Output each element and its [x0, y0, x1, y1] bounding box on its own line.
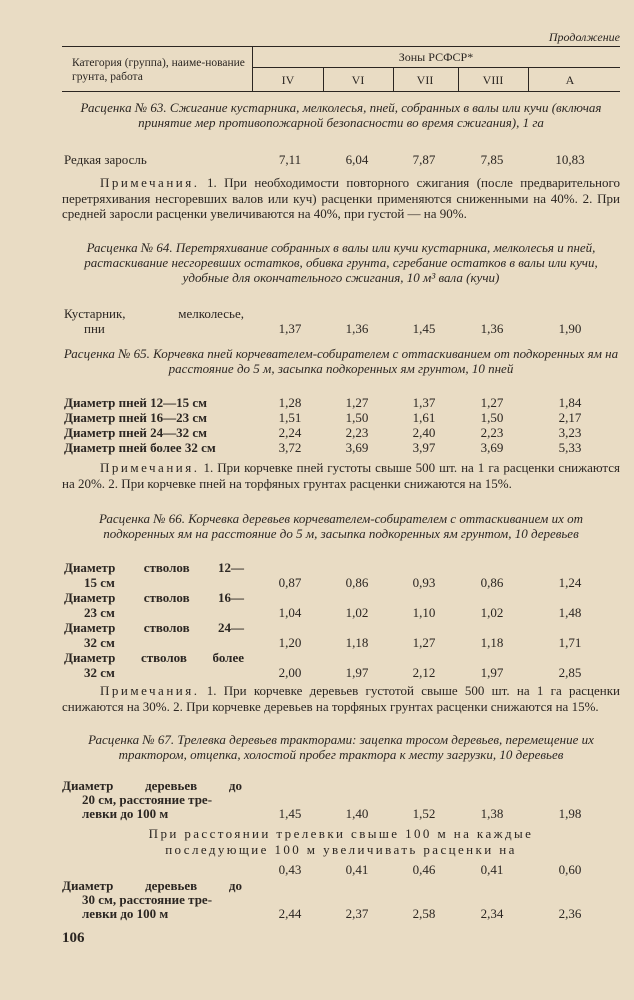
value-vii: 1,37 [412, 395, 436, 410]
value-viii: 1,02 [480, 605, 504, 620]
row-name-cont: 23 см [84, 605, 115, 620]
zone-separator [323, 67, 324, 91]
value-vii: 2,58 [412, 906, 436, 921]
value-iv: 1,45 [278, 806, 302, 821]
rate-64-title: Расценка № 64. Перетряхивание собранных в валы или кучи кустарника, мелколесья и пней, растаскивание несгоревших остатков, обивка грунта, сгребание остатков в валы или кучи, удобные для окончательного сжигания, 10 м³ вала (кучи) [84, 240, 598, 285]
rate-65-title: Расценка № 65. Корчевка пней корчевателем-собирателем с оттаскиванием от подкоренных ям на расстояние до 5 м, засыпка подкоренных ям грунтом, 10 пней [63, 346, 619, 376]
value-vi: 3,69 [345, 440, 369, 455]
value-a: 10,83 [555, 152, 585, 167]
table-row [64, 410, 620, 425]
value-viii: 1,18 [480, 635, 504, 650]
header-category: Категория (группа), наиме-нование грунта, работа [72, 57, 245, 83]
value-viii: 0,86 [480, 575, 504, 590]
zone-separator [393, 67, 394, 91]
row-name: Редкая заросль [64, 152, 147, 167]
table-row [62, 778, 620, 793]
value-vii: 1,52 [412, 806, 436, 821]
table-row [64, 665, 620, 680]
value-a: 1,48 [558, 605, 582, 620]
value-vi: 1,18 [345, 635, 369, 650]
value-vi: 1,27 [345, 395, 369, 410]
rate-66-title: Расценка № 66. Корчевка деревьев корчевателем-собирателем с оттаскиванием их от подкоренных ям на расстояние до 5 м, засыпка подкоренных ям грунтом, 10 деревьев [98, 511, 584, 541]
note-text: 1. При корчевке деревьев густотой свыше 500 шт. на 1 га расценки снижаются на 30%. 2. При корчевке деревьев на торфяных грунтах расценки снижаются на 15%. [62, 683, 620, 714]
value-vi: 2,23 [345, 425, 369, 440]
rate-63-note [62, 175, 620, 222]
table-row [62, 892, 620, 907]
table-row [64, 425, 620, 440]
value-a: 5,33 [558, 440, 582, 455]
value-viii: 1,27 [480, 395, 504, 410]
table-row [62, 806, 620, 821]
note-heading: Примечания. [100, 683, 200, 698]
value-a: 1,84 [558, 395, 582, 410]
value-vii: 7,87 [412, 152, 436, 167]
value-vii: 2,12 [412, 665, 436, 680]
row-name: Диаметр пней 16—23 см [64, 410, 207, 425]
table-row [64, 152, 620, 167]
value-iv: 3,72 [278, 440, 302, 455]
row-name-cont: 20 см, расстояние тре- [82, 792, 213, 807]
rate-66-note [62, 683, 620, 714]
value-vii: 0,46 [412, 862, 436, 877]
zone-viii: VIII [482, 73, 504, 87]
value-vi: 1,40 [345, 806, 369, 821]
value-iv: 0,43 [278, 862, 302, 877]
value-vi: 2,37 [345, 906, 369, 921]
table-row [62, 906, 620, 921]
value-viii: 1,36 [480, 321, 504, 336]
table-row [62, 878, 620, 893]
value-a: 1,90 [558, 321, 582, 336]
header-zones-title: Зоны РСФСР* [398, 50, 474, 64]
zone-vii: VII [416, 73, 434, 87]
value-vi: 1,97 [345, 665, 369, 680]
zone-iv: IV [281, 73, 295, 87]
header-top-rule [62, 46, 620, 47]
zone-a: А [565, 73, 575, 87]
continued-label: Продолжение [548, 30, 620, 44]
note-heading: Примечания. [100, 175, 200, 190]
zone-separator [528, 67, 529, 91]
value-a: 0,60 [558, 862, 582, 877]
row-name: Диаметр пней более 32 см [64, 440, 216, 455]
row-name-cont: 32 см [84, 665, 115, 680]
table-row [64, 635, 620, 650]
row-name: Кустарник, мелколесье, [64, 306, 244, 321]
row-name: Диаметр деревьев до [62, 778, 242, 793]
table-row [64, 650, 620, 665]
value-iv: 7,11 [278, 152, 302, 167]
header-sub-rule [252, 67, 620, 68]
table-row [64, 306, 620, 321]
table-row [64, 590, 620, 605]
value-viii: 3,69 [480, 440, 504, 455]
value-viii: 7,85 [480, 152, 504, 167]
value-iv: 1,37 [278, 321, 302, 336]
row-name: Диаметр стволов 24— [64, 620, 244, 635]
value-vii: 1,27 [412, 635, 436, 650]
row-name-cont: 15 см [84, 575, 115, 590]
value-iv: 2,00 [278, 665, 302, 680]
value-iv: 2,44 [278, 906, 302, 921]
table-row [64, 321, 620, 336]
table-row [62, 862, 620, 877]
table-row [64, 620, 620, 635]
value-vii: 1,61 [412, 410, 436, 425]
row-name: Диаметр стволов более [64, 650, 244, 665]
table-row [64, 395, 620, 410]
value-vi: 1,02 [345, 605, 369, 620]
row-name-cont: левки до 100 м [82, 906, 169, 921]
value-a: 1,71 [558, 635, 582, 650]
value-iv: 0,87 [278, 575, 302, 590]
table-row [64, 560, 620, 575]
table-row [64, 440, 620, 455]
value-vii: 0,93 [412, 575, 436, 590]
rate-67-title: Расценка № 67. Трелевка деревьев тракторами: зацепка тросом деревьев, перемещение их трактором, отцепка, холостой пробег трактора к месту загрузки, 10 деревьев [88, 732, 594, 762]
value-viii: 1,50 [480, 410, 504, 425]
value-vii: 3,97 [412, 440, 436, 455]
value-viii: 1,38 [480, 806, 504, 821]
distance-note-line-2: последующие 100 м увеличивать расценки на [165, 842, 517, 857]
distance-note-line-1: При расстоянии трелевки свыше 100 м на каждые [148, 826, 534, 841]
value-viii: 2,23 [480, 425, 504, 440]
note-heading: Примечания. [100, 460, 200, 475]
value-iv: 1,04 [278, 605, 302, 620]
table-row [64, 605, 620, 620]
value-vi: 0,86 [345, 575, 369, 590]
row-name: Диаметр деревьев до [62, 878, 242, 893]
value-a: 1,24 [558, 575, 582, 590]
value-viii: 0,41 [480, 862, 504, 877]
value-a: 2,17 [558, 410, 582, 425]
rate-65-note [62, 460, 620, 491]
value-iv: 1,28 [278, 395, 302, 410]
value-viii: 2,34 [480, 906, 504, 921]
value-iv: 1,51 [278, 410, 302, 425]
rate-63-title: Расценка № 63. Сжигание кустарника, мелколесья, пней, собранных в валы или кучи (включая принятие мер противопожарной безопасности во время сжигания), 1 га [80, 100, 602, 130]
value-a: 2,85 [558, 665, 582, 680]
header-bottom-rule [62, 91, 620, 92]
table-row [62, 792, 620, 807]
note-text: 1. При корчевке пней густоты свыше 500 шт. на 1 га расценки снижаются на 20%. 2. При корчевке пней на торфяных грунтах расценки снижаются на 15%. [62, 460, 620, 491]
row-name: Диаметр стволов 12— [64, 560, 244, 575]
row-name-cont: левки до 100 м [82, 806, 169, 821]
table-row [64, 575, 620, 590]
value-vi: 0,41 [345, 862, 369, 877]
value-vii: 1,45 [412, 321, 436, 336]
value-vi: 1,36 [345, 321, 369, 336]
page-number: 106 [62, 930, 85, 946]
value-vi: 6,04 [345, 152, 369, 167]
row-name-cont: 30 см, расстояние тре- [82, 892, 213, 907]
value-iv: 2,24 [278, 425, 302, 440]
value-vii: 2,40 [412, 425, 436, 440]
value-iv: 1,20 [278, 635, 302, 650]
value-a: 3,23 [558, 425, 582, 440]
row-name-cont: 32 см [84, 635, 115, 650]
row-name: Диаметр стволов 16— [64, 590, 244, 605]
value-a: 1,98 [558, 806, 582, 821]
value-viii: 1,97 [480, 665, 504, 680]
value-vii: 1,10 [412, 605, 436, 620]
value-a: 2,36 [558, 906, 582, 921]
note-text: 1. При необходимости повторного сжигания (после предварительного перетряхивания несгоревших валов или куч) расценки применяются сниженными на 40%. 2. При средней заросли расценки увеличиваются на 40%, при густой — на 90%. [62, 175, 621, 221]
value-vi: 1,50 [345, 410, 369, 425]
row-name: Диаметр пней 24—32 см [64, 425, 207, 440]
zone-vi: VI [351, 73, 365, 87]
zone-separator [458, 67, 459, 91]
row-name-cont: пни [84, 321, 105, 336]
row-name: Диаметр пней 12—15 см [64, 395, 207, 410]
